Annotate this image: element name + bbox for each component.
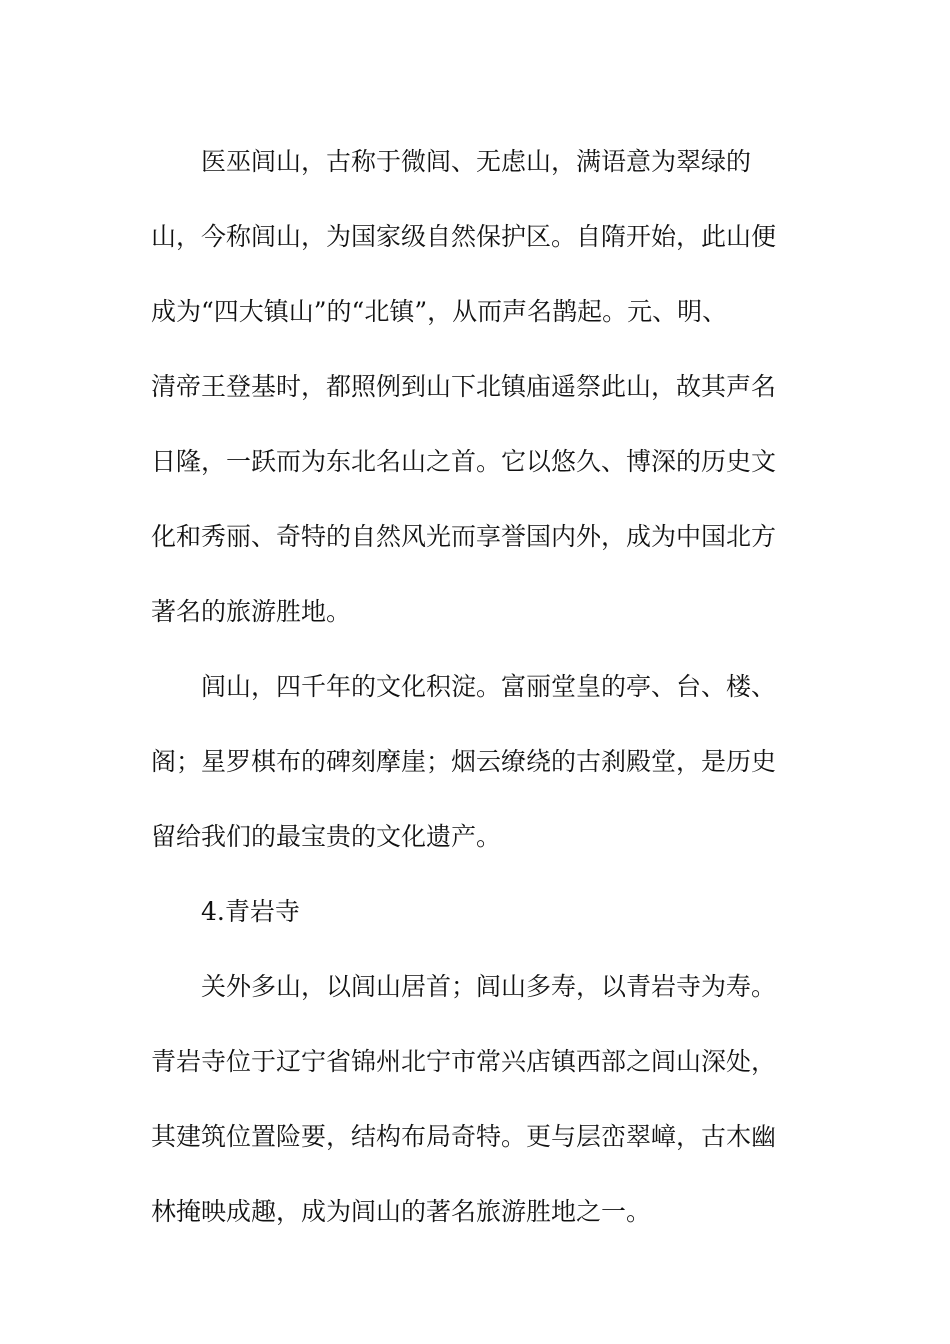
paragraph-1-line-5: 日隆，一跃而为东北名山之首。它以悠久、博深的历史文 [151,447,777,476]
paragraph-1-line-4: 清帝王登基时，都照例到山下北镇庙遥祭此山，故其声名 [151,372,777,401]
paragraph-3-line-4: 林掩映成趣，成为闾山的著名旅游胜地之一。 [151,1197,652,1226]
section-heading: 4.青岩寺 [201,897,300,926]
paragraph-3-line-3: 其建筑位置险要，结构布局奇特。更与层峦翠嶂，古木幽 [151,1122,777,1151]
paragraph-1-line-2: 山，今称闾山，为国家级自然保护区。自隋开始，此山便 [151,222,777,251]
paragraph-2-line-1: 闾山，四千年的文化积淀。富丽堂皇的亭、台、楼、 [201,672,777,701]
paragraph-3-line-1: 关外多山，以闾山居首；闾山多寿，以青岩寺为寿。 [201,972,777,1001]
paragraph-1-line-6: 化和秀丽、奇特的自然风光而享誉国内外，成为中国北方 [151,522,777,551]
paragraph-2-line-2: 阁；星罗棋布的碑刻摩崖；烟云缭绕的古刹殿堂，是历史 [151,747,777,776]
paragraph-2-line-3: 留给我们的最宝贵的文化遗产。 [151,822,502,851]
body-text [151,124,801,1249]
paragraph-1-line-7: 著名的旅游胜地。 [151,597,352,626]
paragraph-1-line-1: 医巫闾山，古称于微闾、无虑山，满语意为翠绿的 [201,147,752,176]
paragraph-3-line-2: 青岩寺位于辽宁省锦州北宁市常兴店镇西部之闾山深处， [151,1047,777,1076]
paragraph-1-line-3: 成为“四大镇山”的“北镇”，从而声名鹊起。元、明、 [151,297,728,326]
